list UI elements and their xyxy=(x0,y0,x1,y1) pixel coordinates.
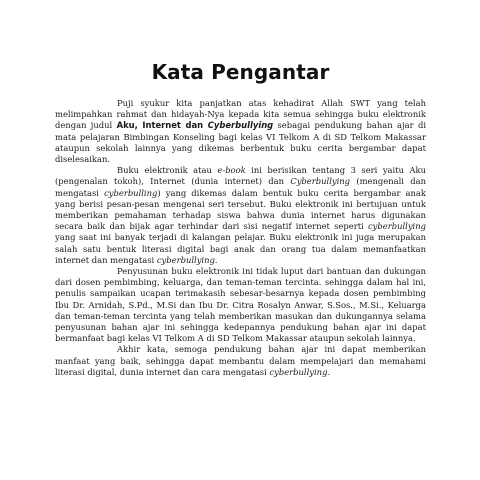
text-run: cyberbullying. xyxy=(156,254,218,265)
text-run: Cyberbullying xyxy=(290,176,351,187)
paragraph-3 xyxy=(55,266,426,344)
paragraph-2 xyxy=(55,165,426,266)
text-run: (mengenali dan mengatasi xyxy=(55,176,426,198)
text-run: Puji syukur kita panjatkan atas kehadirat Allah SWT yang telah melimpahkan rahmat dan hidayah-Nya kepada kita semua sehingga buku elektronik dengan judul xyxy=(55,98,426,131)
text-run: Aku, Internet dan xyxy=(116,120,208,131)
text-run: yang saat ini banyak terjadi di kalangan pelajar. Buku elektronik ini juga merupakan salah satu bentuk literasi digital bagi anak dan orang tua dalam memanfaatkan internet dan mengatasi xyxy=(55,232,426,265)
text-run: ini berisikan tentang 3 seri yaitu Aku (pengenalan tokoh), Internet (dunia internet) dan xyxy=(55,165,426,187)
text-run: cyberbullying xyxy=(367,221,426,232)
paragraph-1 xyxy=(55,98,426,165)
text-run: ) yang dikemas dalam bentuk buku cerita bergambar anak yang berisi pesan-pesan mengenai seri tersebut. Buku elektronik ini bertujuan untuk memberikan pemahaman terhadap siswa bahwa dunia internet harus digunakan secara baik dan bijak agar terhindar dari sisi negatif internet seperti xyxy=(55,187,426,232)
text-run: cyberbullying xyxy=(269,366,328,377)
text-run: Akhir kata, semoga pendukung bahan ajar ini dapat memberikan manfaat yang baik, sehingga dapat membantu dalam mempelajari dan memahami literasi digital, dunia internet dan cara mengatasi xyxy=(55,344,426,377)
page-title: Kata Pengantar xyxy=(151,60,330,84)
text-run: Cyberbullying xyxy=(207,120,274,131)
text-run: e-book xyxy=(217,165,246,176)
text-run: cyberbulling xyxy=(104,187,158,198)
document-body xyxy=(55,98,426,378)
text-run: Penyusunan buku elektronik ini tidak luput dari bantuan dan dukungan dari dosen pembimbing, keluarga, dan teman-teman tercinta. sehingga dalam hal ini, penulis sampaikan ucapan terimakasih sebesar-besarnya kepada dosen pembimbing Ibu Dr. Arnidah, S.Pd., M.Si dan Ibu Dr. Citra Rosalyn Anwar, S.Sos., M.Si., Keluarga dan teman-teman tercinta yang telah memberikan masukan dan dukungannya selama penyusunan bahan ajar ini sehingga kedepannya pendukung bahan ajar ini dapat bermanfaat bagi kelas VI Telkom A di SD Telkom Makassar ataupun sekolah lainnya. xyxy=(55,266,426,344)
text-run: sebagai pendukung bahan ajar di mata pelajaran Bimbingan Konseling bagi kelas VI Telkom A di SD Telkom Makassar ataupun sekolah lainnya yang dikemas berbentuk buku cerita bergambar dapat diselesaikan. xyxy=(55,120,426,165)
paragraph-4 xyxy=(55,344,426,378)
text-run: . xyxy=(327,366,331,377)
text-run: Buku elektronik atau xyxy=(117,165,218,176)
